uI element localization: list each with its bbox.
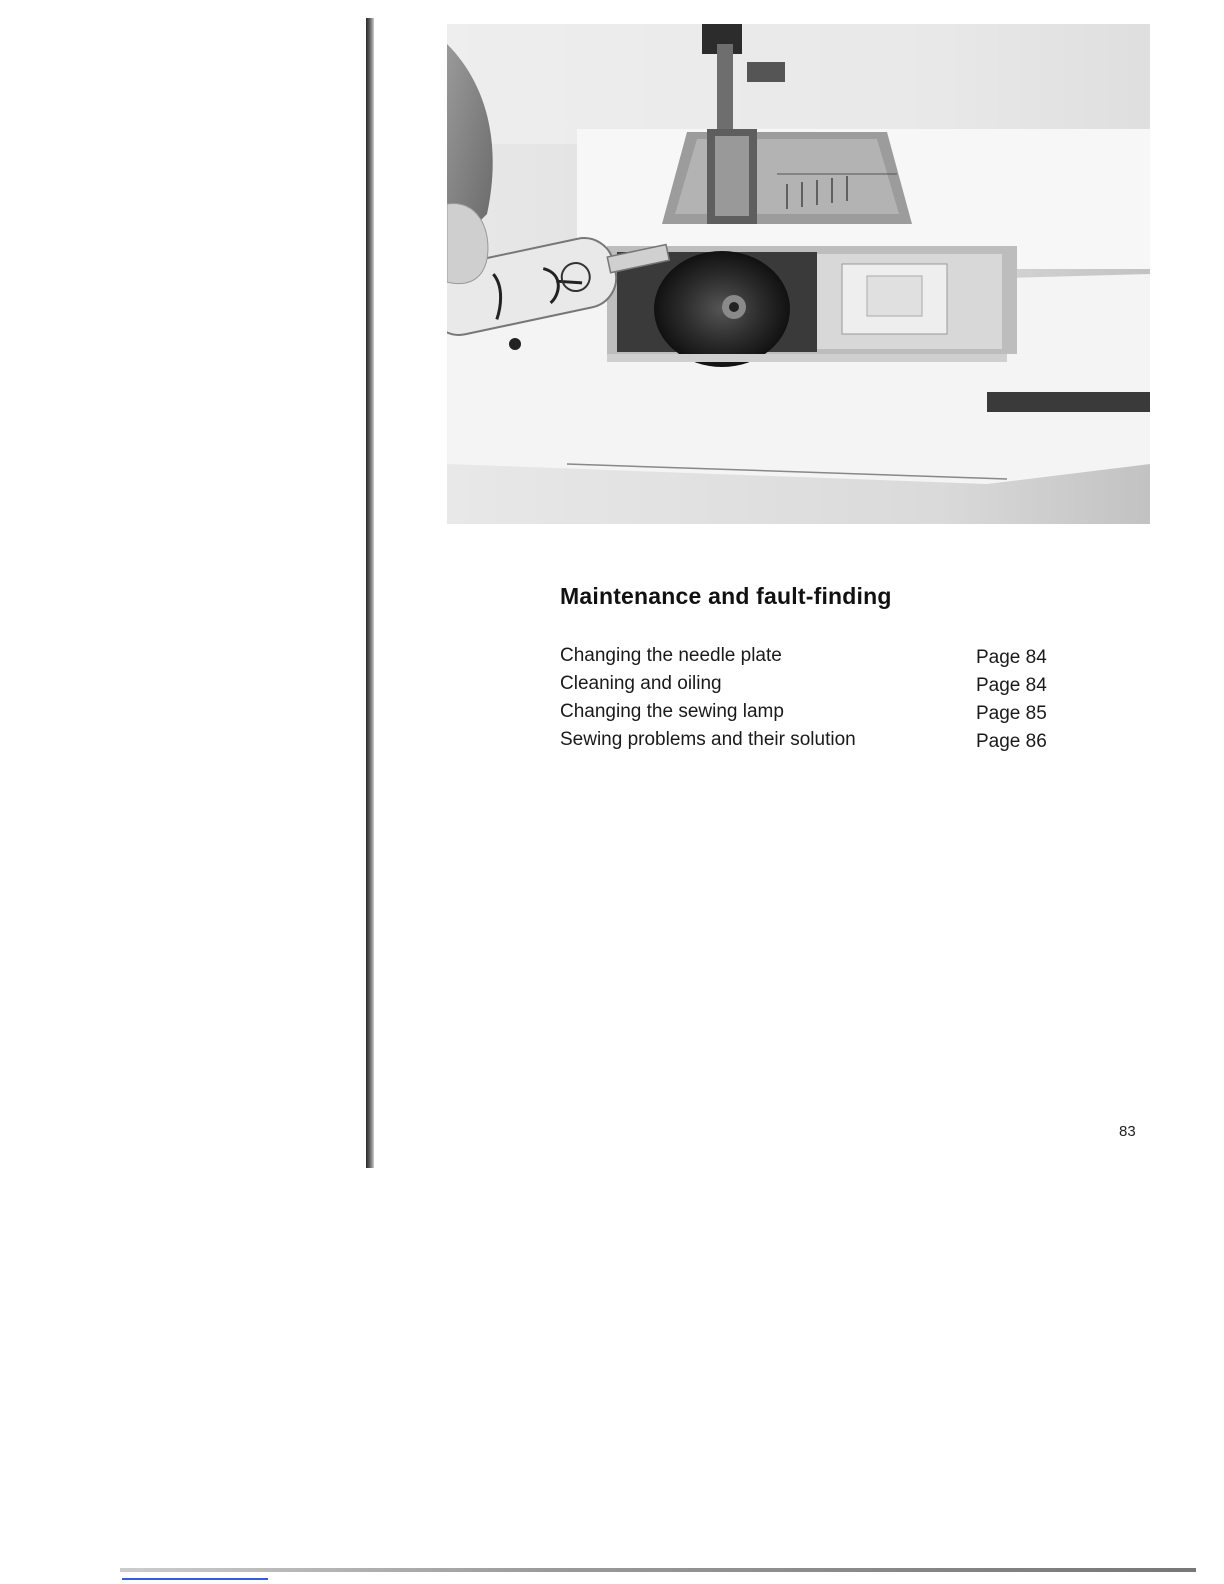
toc-entry (560, 726, 1060, 754)
toc-entry (560, 670, 1060, 698)
page-binding-edge (366, 18, 374, 1168)
footer-rule (120, 1568, 1196, 1572)
sewing-machine-oiling-photo (447, 24, 1150, 524)
toc-entry-title: Changing the needle plate (560, 645, 782, 666)
toc-entry-title: Sewing problems and their solution (560, 729, 856, 750)
table-of-contents (560, 642, 1060, 754)
toc-entry-page: Page 84 (976, 675, 1047, 696)
section-title: Maintenance and fault-finding (560, 583, 892, 609)
toc-entry-page: Page 84 (976, 647, 1047, 668)
toc-entry-title: Changing the sewing lamp (560, 701, 784, 722)
toc-entry-title: Cleaning and oiling (560, 673, 722, 694)
toc-entry-page: Page 86 (976, 731, 1047, 752)
page-number: 83 (1119, 1123, 1136, 1140)
toc-entry-page: Page 85 (976, 703, 1047, 724)
footer-link-underline (122, 1578, 268, 1580)
toc-entry (560, 698, 1060, 726)
toc-entry (560, 642, 1060, 670)
